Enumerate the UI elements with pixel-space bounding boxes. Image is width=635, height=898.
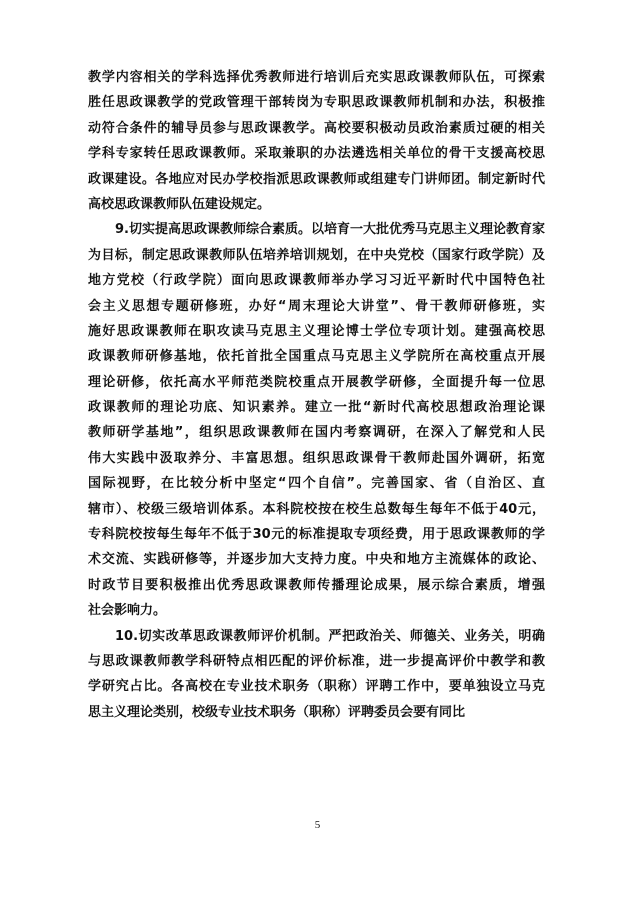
text-line: 专科院校按每生每年不低于30元的标准提取专项经费，用于思政课教师的学 xyxy=(88,527,545,543)
document-body xyxy=(88,65,545,725)
text-line: 理论研修，依托高水平师范类院校重点开展教学研修，全面提升每一位思 xyxy=(88,374,545,390)
text-line: 术交流、实践研修等，并逐步加大支持力度。中央和地方主流媒体的政论、 xyxy=(88,552,545,568)
text-line: 政课教师的理论功底、知识素养。建立一批“新时代高校思想政治理论课 xyxy=(88,400,545,416)
text-line: 政课教师研修基地，依托首批全国重点马克思主义学院所在高校重点开展 xyxy=(88,349,545,365)
page-number: 5 xyxy=(314,819,321,831)
text-line: 高校思政课教师队伍建设规定。 xyxy=(88,196,271,212)
text-line: 社会影响力。 xyxy=(88,603,167,619)
text-line: 会主义思想专题研修班，办好“周末理论大讲堂”、骨干教师研修班，实 xyxy=(88,298,545,314)
text-line: 施好思政课教师在职攻读马克思主义理论博士学位专项计划。建强高校思 xyxy=(88,323,545,339)
text-line: 为目标，制定思政课教师队伍培养培训规划，在中央党校（国家行政学院）及 xyxy=(88,247,545,263)
paragraph-item-10 xyxy=(88,624,545,726)
paragraph-continuation xyxy=(88,65,545,217)
text-line: 伟大实践中汲取养分、丰富思想。组织思政课骨干教师赴国外调研，拓宽 xyxy=(88,450,545,466)
text-line: 动符合条件的辅导员参与思政课教学。高校要积极动员政治素质过硬的相关 xyxy=(88,120,545,136)
text-line: 辖市）、校级三级培训体系。本科院校按在校生总数每生每年不低于40元， xyxy=(88,501,545,517)
text-line: 教师研学基地”，组织思政课教师在国内考察调研，在深入了解党和人民 xyxy=(88,425,545,441)
text-line: 思主义理论类别，校级专业技术职务（职称）评聘委员会要有同比 xyxy=(88,704,466,720)
paragraph-item-9 xyxy=(88,217,545,623)
text-line: 时政节目要积极推出优秀思政课教师传播理论成果，展示综合素质，增强 xyxy=(88,577,545,593)
text-line: 政课建设。各地应对民办学校指派思政课教师或组建专门讲师团。制定新时代 xyxy=(88,171,545,187)
text-line: 胜任思政课教学的党政管理干部转岗为专职思政课教师机制和办法，积极推 xyxy=(88,95,545,111)
text-line: 学科专家转任思政课教师。采取兼职的办法遴选相关单位的骨干支援高校思 xyxy=(88,146,545,162)
text-line: 10.切实改革思政课教师评价机制。严把政治关、师德关、业务关，明确 xyxy=(115,628,545,644)
text-line: 国际视野，在比较分析中坚定“四个自信”。完善国家、省（自治区、直 xyxy=(88,476,545,492)
text-line: 9.切实提高思政课教师综合素质。以培育一大批优秀马克思主义理论教育家 xyxy=(115,222,545,238)
text-line: 与思政课教师教学科研特点相匹配的评价标准，进一步提高评价中教学和教 xyxy=(88,653,545,669)
text-line: 学研究占比。各高校在专业技术职务（职称）评聘工作中，要单独设立马克 xyxy=(88,679,545,695)
text-line: 教学内容相关的学科选择优秀教师进行培训后充实思政课教师队伍，可探索 xyxy=(88,70,545,85)
text-line: 地方党校（行政学院）面向思政课教师举办学习习近平新时代中国特色社 xyxy=(88,273,545,289)
